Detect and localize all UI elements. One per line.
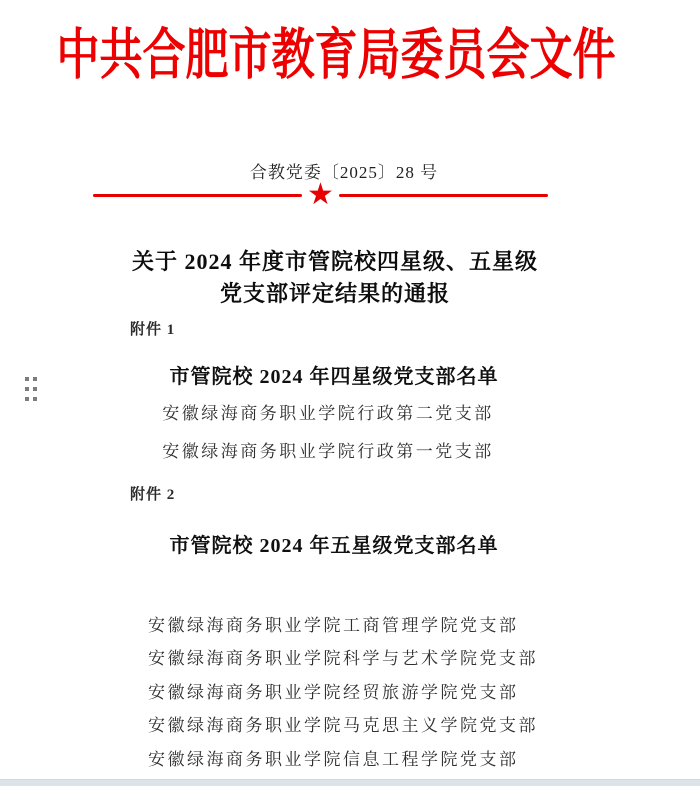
list-item: 安徽绿海商务职业学院工商管理学院党支部 xyxy=(148,616,519,635)
star-icon: ★ xyxy=(307,177,334,212)
divider-right-rule xyxy=(339,194,548,197)
document-letterhead xyxy=(0,12,686,87)
document-title xyxy=(0,246,685,310)
letterhead-text: 中共合肥市教育局委员会文件 xyxy=(56,24,616,87)
attachment1-heading: 市管院校 2024 年四星级党支部名单 xyxy=(169,366,499,388)
drag-handle-dot xyxy=(25,397,29,401)
four-star-list xyxy=(0,402,678,478)
attachment2-label: 附件 2 xyxy=(130,487,176,503)
attachment2-heading: 市管院校 2024 年五星级党支部名单 xyxy=(169,535,499,557)
document-number: 合教党委〔2025〕28 号 xyxy=(249,163,439,182)
five-star-list xyxy=(148,609,538,776)
list-item: 安徽绿海商务职业学院行政第一党支部 xyxy=(162,442,494,461)
attachment1-label: 附件 1 xyxy=(130,322,176,338)
list-item: 安徽绿海商务职业学院信息工程学院党支部 xyxy=(148,749,519,769)
drag-handle-dot xyxy=(25,377,29,381)
list-item: 安徽绿海商务职业学院科学与艺术学院党支部 xyxy=(148,649,538,669)
drag-handle-dot xyxy=(33,387,37,391)
drag-handle-dot xyxy=(25,387,29,391)
drag-handle-dot xyxy=(33,377,37,381)
divider-left-rule xyxy=(93,194,302,197)
list-item: 安徽绿海商务职业学院经贸旅游学院党支部 xyxy=(148,682,519,702)
document-title-line2: 党支部评定结果的通报 xyxy=(219,281,450,306)
bottom-edge-strip xyxy=(0,779,700,786)
drag-handle-dot xyxy=(33,397,37,401)
drag-handle-icon[interactable] xyxy=(25,377,37,401)
red-divider xyxy=(93,177,548,212)
list-item: 安徽绿海商务职业学院行政第二党支部 xyxy=(162,404,494,423)
list-item: 安徽绿海商务职业学院马克思主义学院党支部 xyxy=(148,716,538,736)
document-title-line1: 关于 2024 年度市管院校四星级、五星级 xyxy=(131,249,538,274)
